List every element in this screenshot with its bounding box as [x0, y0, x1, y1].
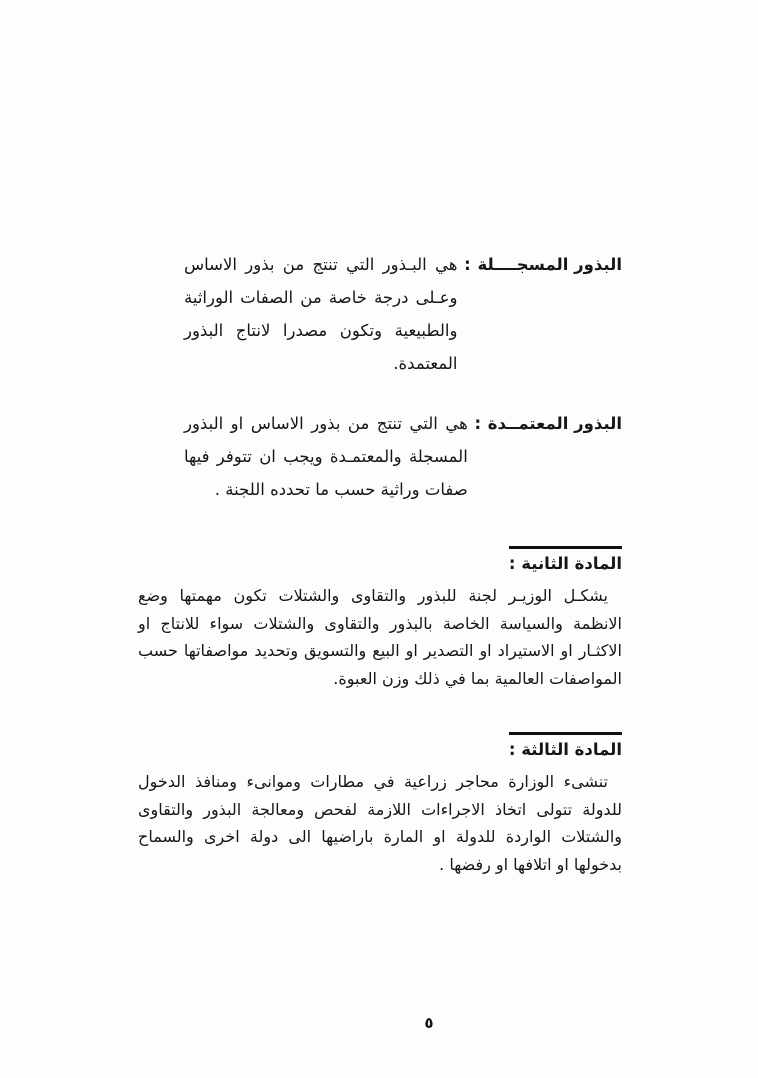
- article-three-body: تنشىء الوزارة محاجر زراعية في مطارات وموانىء ومنافذ الدخول للدولة تتولى اتخاذ الاجراءات اللازمة لفحص ومعالجة البذور والتقاوى والشتلات الواردة للدولة او المارة باراضيها الى دولة اخرى والسماح بدخولها او اتلافها او رفضها .: [138, 772, 622, 874]
- definition-separator: :: [474, 414, 482, 433]
- page-number: ٥: [424, 1014, 434, 1032]
- definition-separator: :: [464, 255, 471, 274]
- definition-term: البذور المعتمــدة: [487, 414, 622, 433]
- article-two: [138, 546, 622, 692]
- article-three-heading: المادة الثالثة :: [509, 732, 622, 759]
- article-two-heading: المادة الثانية :: [509, 546, 622, 573]
- article-two-body: يشكـل الوزيـر لجنة للبذور والتقاوى والشتلات تكون مهمتها وضع الانظمة والسياسة الخاصة بالبذور والتقاوى والشتلات سواء للانتاج او الاكثـار او الاستيراد او التصدير او البيع والتسويق وتحديد مواصفاتها حسب المواصفات العالمية بما في ذلك وزن العبوة.: [138, 586, 622, 688]
- definition-certified-seeds: [138, 407, 622, 506]
- definition-text: هي التي تنتج من بذور الاساس او البذور المسجلة والمعتمـدة ويجب ان تتوفر فيها صفات وراثية حسب ما تحدده اللجنة .: [184, 414, 468, 499]
- definition-registered-seeds: [138, 248, 622, 380]
- page-content: [138, 248, 622, 878]
- definition-text: هي البـذور التي تنتج من بذور الاساس وعـلى درجة خاصة من الصفات الوراثية والطبيعية وتكون مصدرا لانتاج البذور المعتمدة.: [184, 255, 458, 373]
- article-three: [138, 732, 622, 878]
- definition-term: البذور المسجــــلة: [477, 255, 622, 274]
